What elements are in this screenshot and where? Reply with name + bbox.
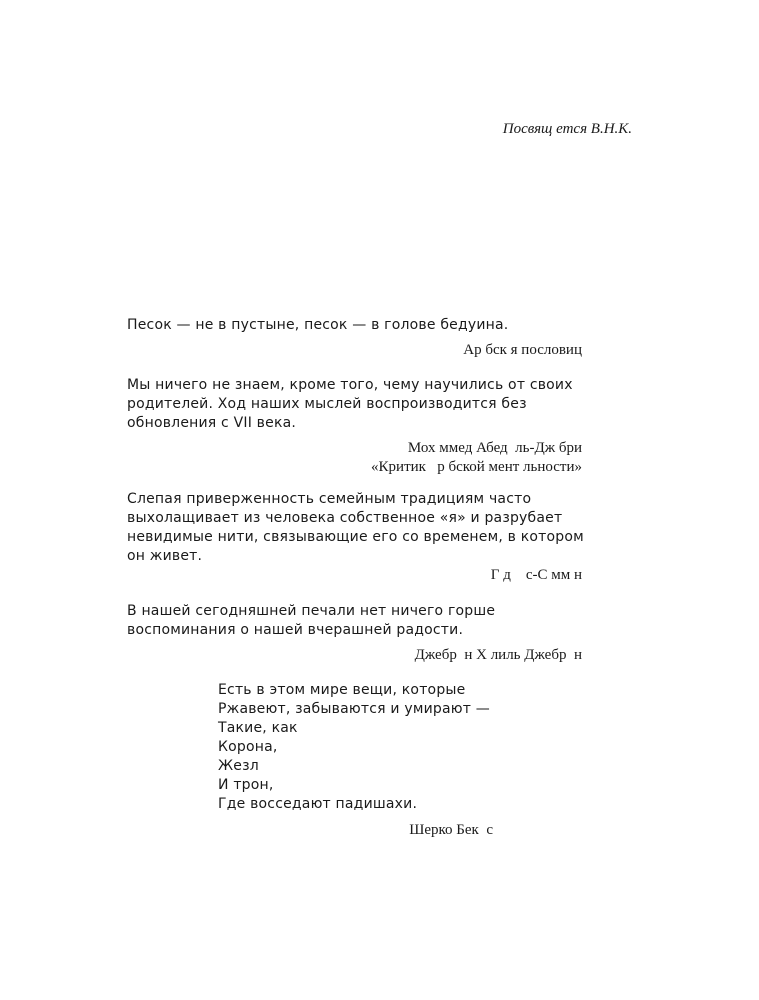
epigraph-line: воспоминания о нашей вчерашней радости.: [127, 622, 464, 638]
epigraph-line: Слепая приверженность семейным традициям часто: [127, 491, 532, 507]
epigraph-line: невидимые нити, связывающие его со временем, в котором: [127, 529, 584, 545]
poem-line: Жезл: [218, 758, 259, 774]
epigraph-source: «Критик р бской мент льности»: [371, 459, 582, 475]
epigraph-line: Мы ничего не знаем, кроме того, чему научились от своих: [127, 377, 573, 393]
epigraph-attribution: Г д с-С мм н: [490, 567, 582, 583]
epigraph-attribution: Мох ммед Абед ль-Дж бри: [407, 440, 582, 456]
poem-line: Такие, как: [218, 720, 298, 736]
epigraph-line: обновления с VII века.: [127, 415, 297, 431]
epigraph-attribution: Ар бск я пословиц: [463, 342, 582, 358]
epigraph-line: выхолащивает из человека собственное «я» и разрубает: [127, 510, 563, 526]
poem-line: Ржавеют, забываются и умирают —: [218, 701, 490, 717]
poem-line: Где восседают падишахи.: [218, 796, 418, 812]
poem-line: Корона,: [218, 739, 278, 755]
poem-line: Есть в этом мире вещи, которые: [218, 682, 466, 698]
epigraph-1: [127, 316, 582, 360]
dedication: Посвящ ется В.Н.К.: [502, 121, 632, 137]
epigraph-line: Песок — не в пустыне, песок — в голове бедуина.: [127, 317, 509, 333]
poem-attribution: Шерко Бек с: [409, 822, 493, 838]
epigraph-2: [127, 376, 582, 477]
epigraph-3: [127, 490, 582, 585]
poem-line: И трон,: [218, 777, 274, 793]
epigraph-line: родителей. Ход наших мыслей воспроизводится без: [127, 396, 527, 412]
epigraph-line: В нашей сегодняшней печали нет ничего горше: [127, 603, 496, 619]
epigraph-attribution: Джебр н Х лиль Джебр н: [414, 647, 582, 663]
epigraph-line: он живет.: [127, 548, 203, 564]
epigraph-4: [127, 602, 582, 665]
poem: [218, 681, 493, 840]
